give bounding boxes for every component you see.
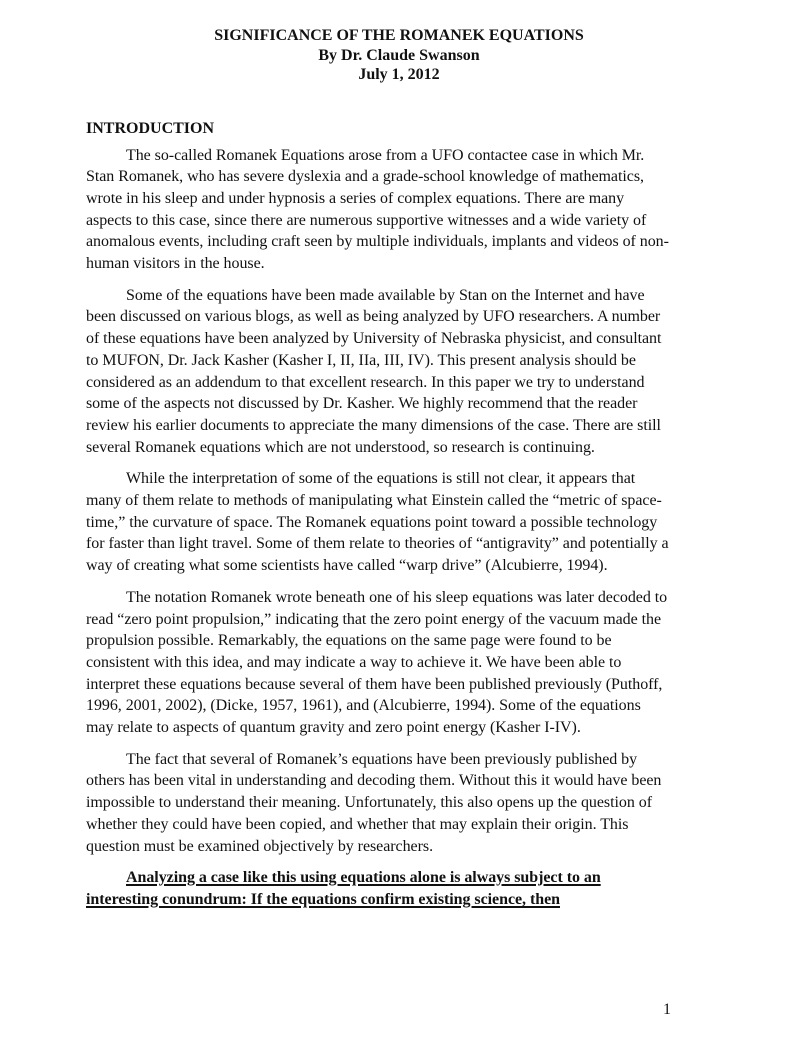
- document-title: SIGNIFICANCE OF THE ROMANEK EQUATIONS: [214, 27, 584, 44]
- emphasis-text: Analyzing a case like this using equations alone is always subject to an interesting conundrum: If the equations confirm existing science, then: [86, 869, 601, 908]
- paragraph-2: Some of the equations have been made available by Stan on the Internet and have been discussed on various blogs, as well as being analyzed by UFO researchers. A number of these equations have been analyzed by University of Nebraska physicist, and consultant to MUFON, Dr. Jack Kasher (Kasher I, II, IIa, III, IV). This present analysis should be considered as an addendum to that excellent research. In this paper we try to understand some of the aspects not discussed by Dr. Kasher. We highly recommend that the reader review his earlier documents to appreciate the many dimensions of the case. There are still several Romanek equations which are not understood, so research is continuing.: [86, 286, 662, 456]
- document-date: July 1, 2012: [358, 66, 440, 83]
- paragraph-3: While the interpretation of some of the equations is still not clear, it appears that many of them relate to methods of manipulating what Einstein called the “metric of space-time,” the curvature of space. The Romanek equations point toward a possible technology for faster than light travel. Some of them relate to theories of “antigravity” and potentially a way of creating what some scientists have called “warp drive” (Alcubierre, 1994).: [86, 470, 669, 575]
- title-block: [86, 26, 712, 85]
- paragraph-1: The so-called Romanek Equations arose from a UFO contactee case in which Mr. Stan Romanek, who has severe dyslexia and a grade-school knowledge of mathematics, wrote in his sleep and under hypnosis a series of complex equations. There are many aspects to this case, since there are numerous supportive witnesses and a wide variety of anomalous events, including craft seen by multiple individuals, implants and videos of non-human visitors in the house.: [86, 146, 669, 273]
- document-author: By Dr. Claude Swanson: [318, 46, 480, 64]
- paragraph-5: The fact that several of Romanek’s equations have been previously published by others has been vital in understanding and decoding them. Without this it would have been impossible to understand their meaning. Unfortunately, this also opens up the question of whether they could have been copied, and whether that may explain their origin. This question must be examined objectively by researchers.: [86, 750, 662, 855]
- paragraph-4: The notation Romanek wrote beneath one of his sleep equations was later decoded to read “zero point propulsion,” indicating that the zero point energy of the vacuum made the propulsion possible. Remarkably, the equations on the same page were found to be consistent with this idea, and may indicate a way to achieve it. We have been able to interpret these equations because several of them have been published previously (Puthoff, 1996, 2001, 2002), (Dicke, 1957, 1961), and (Alcubierre, 1994). Some of the equations may relate to aspects of quantum gravity and zero point energy (Kasher I-IV).: [86, 588, 668, 737]
- page-number: 1: [663, 1001, 671, 1018]
- emphasis-paragraph: [86, 867, 672, 910]
- section-heading-introduction: INTRODUCTION: [86, 119, 215, 137]
